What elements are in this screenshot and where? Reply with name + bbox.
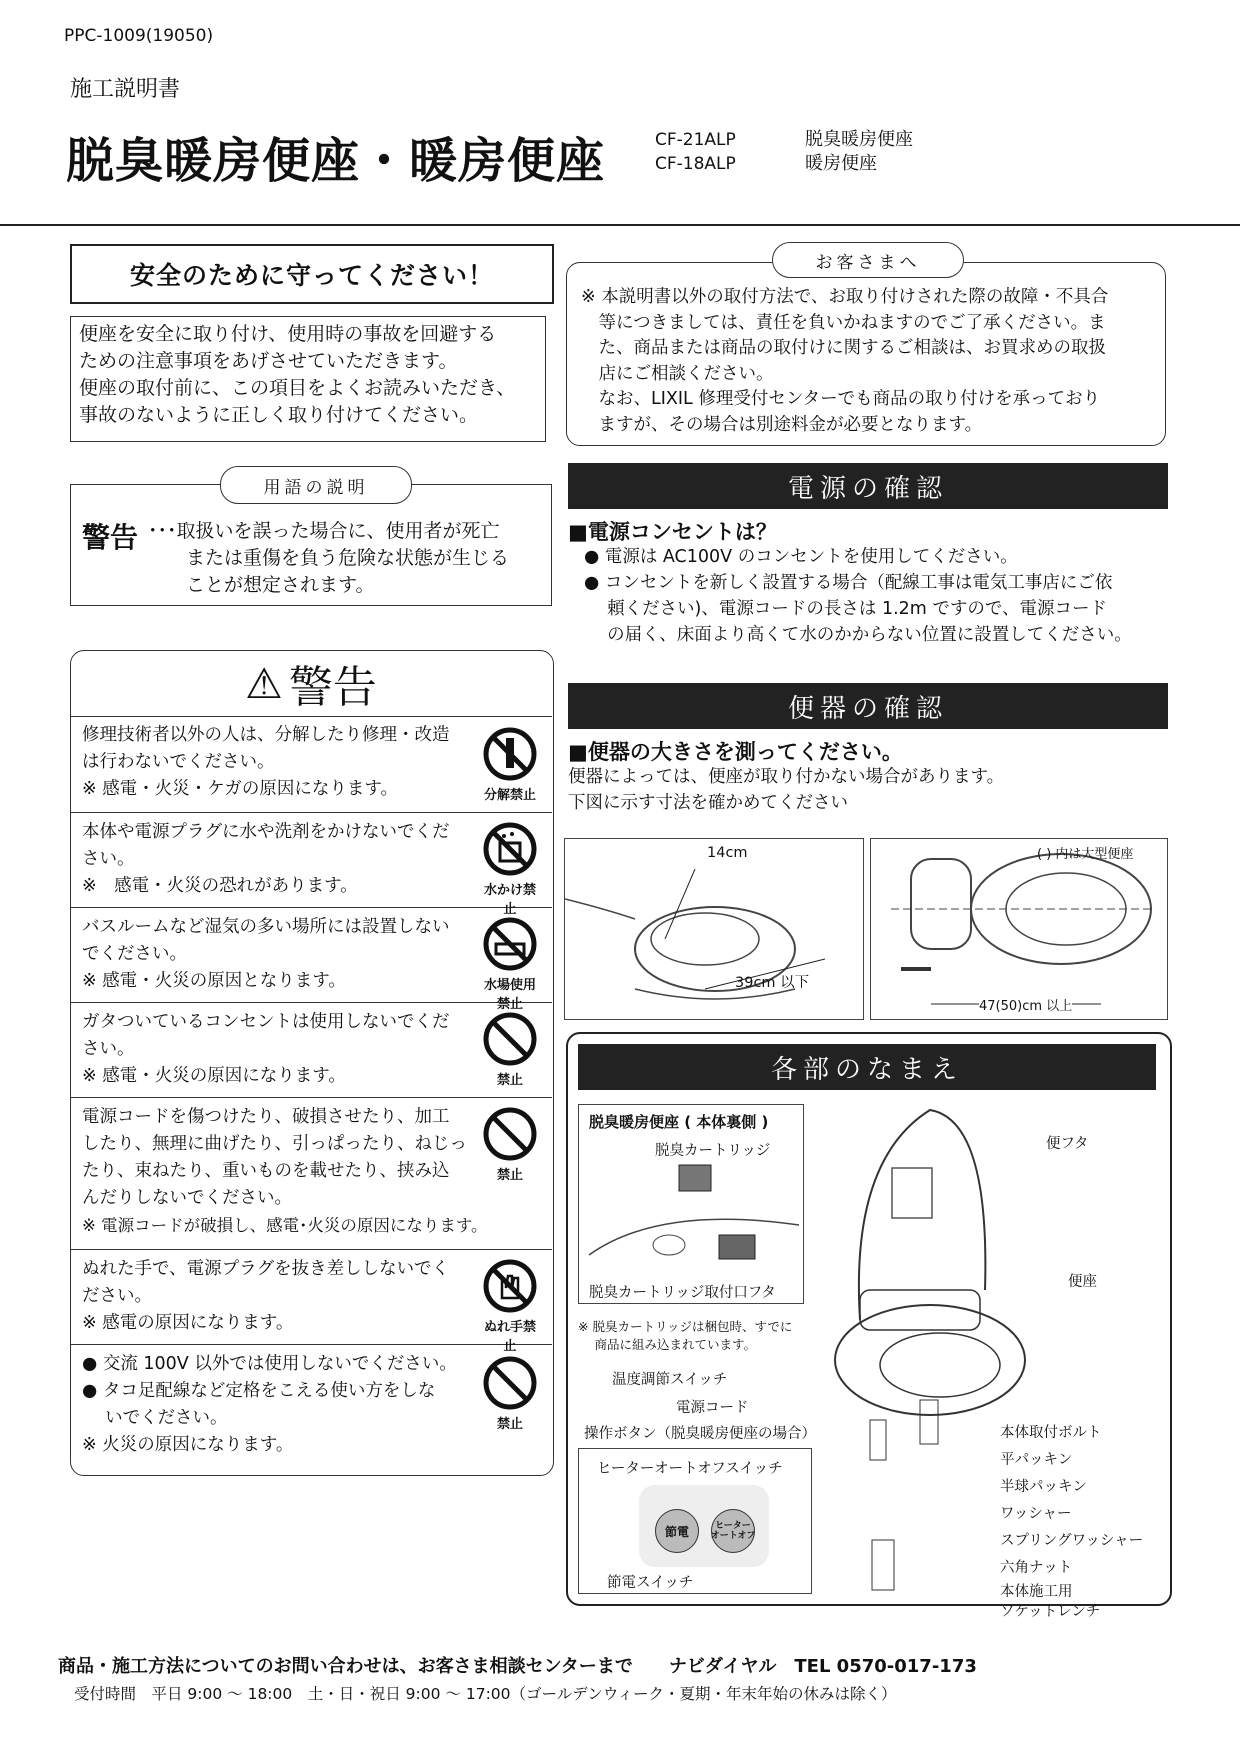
warning-row bbox=[70, 813, 552, 917]
warning-line: ※ 感電・火災の原因となります。 bbox=[82, 971, 346, 991]
terms-line: ･･･取扱いを誤った場合に、使用者が死亡 bbox=[148, 520, 500, 542]
warning-line: さい。 bbox=[82, 849, 135, 869]
toilet-text bbox=[568, 764, 1004, 816]
notice-line: ますが、その場合は別途料金が必要となります。 bbox=[581, 414, 983, 435]
icon-caption: 水場使用禁止 bbox=[483, 978, 536, 1012]
power-save-switch-label: 節電スイッチ bbox=[607, 1575, 694, 1591]
terms-definition bbox=[148, 518, 538, 599]
dimension-label: 47(50)cm 以上 bbox=[979, 995, 1072, 1014]
no-wet-area-icon bbox=[478, 916, 542, 1012]
warning-line: いでください。 bbox=[82, 1408, 228, 1428]
hardware-label: 平パッキン bbox=[1000, 1452, 1073, 1468]
header-divider bbox=[0, 224, 1240, 226]
warning-row bbox=[70, 1345, 552, 1474]
cartridge-label: 脱臭カートリッジ bbox=[655, 1143, 771, 1159]
hardware-label: 半球パッキン bbox=[1000, 1479, 1087, 1495]
underside-inset bbox=[578, 1104, 804, 1304]
warning-heading-text: 警告 bbox=[288, 662, 377, 713]
customer-notice bbox=[566, 262, 1166, 446]
toilet-section-bar: 便器の確認 bbox=[568, 683, 1168, 729]
model-code: CF-18ALP bbox=[655, 154, 736, 174]
model-codes bbox=[655, 128, 736, 176]
icon-caption: 禁止 bbox=[496, 1168, 523, 1183]
safety-intro bbox=[70, 316, 546, 442]
toilet-line: 下図に示す寸法を確かめてください bbox=[568, 793, 848, 813]
warning-line: ぬれた手で、電源プラグを抜き差ししないでく bbox=[82, 1259, 450, 1279]
hardware-label: 本体施工用 bbox=[1000, 1584, 1073, 1600]
model-name: 脱臭暖房便座 bbox=[805, 129, 913, 150]
warning-line: ● タコ足配線など定格をこえる使い方をしな bbox=[82, 1381, 436, 1401]
warning-line: したり、無理に曲げたり、引っぱったり、ねじっ bbox=[82, 1134, 467, 1154]
power-subhead: ■電源コンセントは？ bbox=[568, 520, 777, 544]
icon-caption: 禁止 bbox=[496, 1073, 523, 1088]
intro-line: 事故のないように正しく取り付けてください。 bbox=[79, 404, 479, 426]
terms-line: ことが想定されます。 bbox=[148, 574, 375, 596]
notice-label: お客さまへ bbox=[772, 242, 964, 278]
no-wet-hands-icon bbox=[478, 1258, 542, 1354]
warning-line: んだりしないでください。 bbox=[82, 1188, 292, 1208]
model-code: CF-21ALP bbox=[655, 130, 736, 150]
warning-line: ● 交流 100V 以外では使用しないでください。 bbox=[82, 1354, 457, 1374]
large-seat-note: ( ) 内は大型便座 bbox=[1037, 847, 1134, 862]
terms-label: 用語の説明 bbox=[220, 466, 412, 504]
dimension-label: 39cm 以下 bbox=[735, 975, 810, 991]
document-code: PPC-1009(19050) bbox=[64, 26, 214, 46]
seat-size-figure bbox=[870, 838, 1168, 1020]
heater-switch-inset bbox=[578, 1448, 812, 1594]
warning-row bbox=[70, 1003, 552, 1098]
warning-line: でください。 bbox=[82, 944, 187, 964]
warning-line: 電源コードを傷つけたり、破損させたり、加工 bbox=[82, 1107, 450, 1127]
dimension-label: 14cm bbox=[707, 845, 748, 861]
warning-line: 修理技術者以外の人は、分解したり修理・改造 bbox=[82, 725, 450, 745]
hardware-label: 六角ナット bbox=[1000, 1560, 1073, 1576]
warning-line: たり、束ねたり、重いものを載せたり、挟み込 bbox=[82, 1161, 450, 1181]
warning-line: ※ 感電の原因になります。 bbox=[82, 1313, 294, 1333]
power-line: の届く、床面より高くて水のかからない位置に設置してください。 bbox=[584, 625, 1132, 645]
toilet-subhead: ■便器の大きさを測ってください。 bbox=[568, 740, 903, 764]
warning-triangle-icon: ⚠ bbox=[245, 658, 283, 708]
lid-label: 便フタ bbox=[1046, 1136, 1089, 1152]
control-button-label: 操作ボタン（脱臭暖房便座の場合） bbox=[584, 1426, 816, 1442]
temperature-switch-label: 温度調節スイッチ bbox=[612, 1372, 728, 1388]
warning-line: は行わないでください。 bbox=[82, 752, 275, 772]
notice-line: 店にご相談ください。 bbox=[581, 363, 774, 384]
hardware-label: 本体取付ボルト bbox=[1000, 1425, 1102, 1441]
cartridge-note bbox=[578, 1318, 792, 1354]
notice-line: た、商品または商品の取付けに関するご相談は、お買求めの取扱 bbox=[581, 338, 1106, 358]
intro-line: 便座を安全に取り付け、使用時の事故を回避する bbox=[79, 323, 497, 345]
prohibited-icon bbox=[478, 1011, 542, 1088]
icon-caption: 禁止 bbox=[496, 1417, 523, 1432]
intro-line: 便座の取付前に、この項目をよくお読みいただき、 bbox=[79, 377, 516, 399]
warning-line: ださい。 bbox=[82, 1286, 152, 1306]
page-title: 脱臭暖房便座・暖房便座 bbox=[66, 133, 606, 189]
hardware-label: ソケットレンチ bbox=[1000, 1604, 1101, 1620]
warning-line: さい。 bbox=[82, 1039, 135, 1059]
warning-line: ※ 感電・火災の恐れがあります。 bbox=[82, 876, 358, 896]
toilet-bowl-figure bbox=[564, 838, 864, 1020]
warning-row bbox=[70, 1250, 552, 1354]
power-line: 頼ください)、電源コードの長さは 1.2m ですので、電源コード bbox=[584, 599, 1108, 619]
hours-line: 受付時間 平日 9:00 ～ 18:00 土・日・祝日 9:00 ～ 17:00（ゴールデンウィーク・夏期・年末年始の休みは除く） bbox=[74, 1685, 897, 1703]
hardware-label: スプリングワッシャー bbox=[1000, 1533, 1144, 1549]
hardware-labels bbox=[1000, 1420, 1143, 1622]
icon-caption: 分解禁止 bbox=[483, 788, 536, 803]
seat-label: 便座 bbox=[1068, 1274, 1097, 1290]
warning-line: ※ 電源コードが破損し、感電･火災の原因になります。 bbox=[82, 1216, 488, 1235]
heater-auto-off-button: ヒーター オートオフ bbox=[711, 1509, 755, 1553]
warning-row bbox=[70, 908, 552, 1012]
power-cord-label: 電源コード bbox=[676, 1400, 749, 1416]
power-line: ● コンセントを新しく設置する場合（配線工事は電気工事店にご依 bbox=[584, 573, 1113, 593]
document-kind: 施工説明書 bbox=[70, 77, 181, 102]
power-save-button: 節電 bbox=[655, 1509, 699, 1553]
warning-line: ※ 感電・火災・ケガの原因になります。 bbox=[82, 779, 398, 799]
warning-line: ガタついているコンセントは使用しないでくだ bbox=[82, 1012, 450, 1032]
cartridge-lid-label: 脱臭カートリッジ取付口フタ bbox=[589, 1285, 776, 1301]
power-section-bar: 電源の確認 bbox=[568, 463, 1168, 509]
parts-section-bar: 各部のなまえ bbox=[578, 1044, 1156, 1090]
model-name: 暖房便座 bbox=[805, 153, 877, 174]
contact-line: 商品・施工方法についてのお問い合わせは、お客さま相談センターまで ナビダイヤル TEL 0570-017-173 bbox=[58, 1656, 977, 1677]
heater-switch-title: ヒーターオートオフスイッチ bbox=[597, 1461, 783, 1477]
no-water-icon bbox=[478, 821, 542, 917]
toilet-line: 便器によっては、便座が取り付かない場合があります。 bbox=[568, 767, 1005, 787]
warning-row bbox=[70, 716, 552, 813]
warning-heading bbox=[70, 650, 552, 717]
note-line: 商品に組み込まれています。 bbox=[578, 1337, 756, 1352]
icon-caption: 水かけ禁止 bbox=[483, 883, 536, 917]
warning-line: 本体や電源プラグに水や洗剤をかけないでくだ bbox=[82, 822, 450, 842]
icon-caption: ぬれ手禁止 bbox=[483, 1320, 536, 1354]
warning-line: ※ 感電・火災の原因になります。 bbox=[82, 1066, 346, 1086]
safety-title: 安全のために守ってください！ bbox=[70, 244, 554, 304]
warning-line: バスルームなど湿気の多い場所には設置しない bbox=[82, 917, 450, 937]
warning-row bbox=[70, 1098, 552, 1250]
prohibited-icon bbox=[478, 1106, 542, 1183]
power-line: ● 電源は AC100V のコンセントを使用してください。 bbox=[584, 547, 1018, 567]
terms-key: 警告 bbox=[82, 521, 139, 554]
model-names bbox=[805, 128, 913, 176]
terms-line: または重傷を負う危険な状態が生じる bbox=[148, 547, 510, 569]
prohibited-icon bbox=[478, 1355, 542, 1432]
power-text bbox=[584, 544, 1184, 648]
no-disassembly-icon bbox=[478, 726, 542, 803]
intro-line: ための注意事項をあげさせていただきます。 bbox=[79, 350, 458, 372]
hardware-label: ワッシャー bbox=[1000, 1506, 1072, 1522]
notice-line: ※ 本説明書以外の取付方法で、お取り付けされた際の故障・不具合 bbox=[581, 287, 1109, 307]
inset-title: 脱臭暖房便座 ( 本体裏側 ) bbox=[589, 1113, 769, 1131]
notice-line: なお、LIXIL 修理受付センターでも商品の取り付けを承っており bbox=[581, 389, 1101, 409]
warning-line: ※ 火災の原因になります。 bbox=[82, 1435, 294, 1455]
notice-line: 等につきましては、責任を負いかねますのでご了承ください。ま bbox=[581, 312, 1106, 333]
note-line: ※ 脱臭カートリッジは梱包時、すでに bbox=[578, 1319, 793, 1334]
